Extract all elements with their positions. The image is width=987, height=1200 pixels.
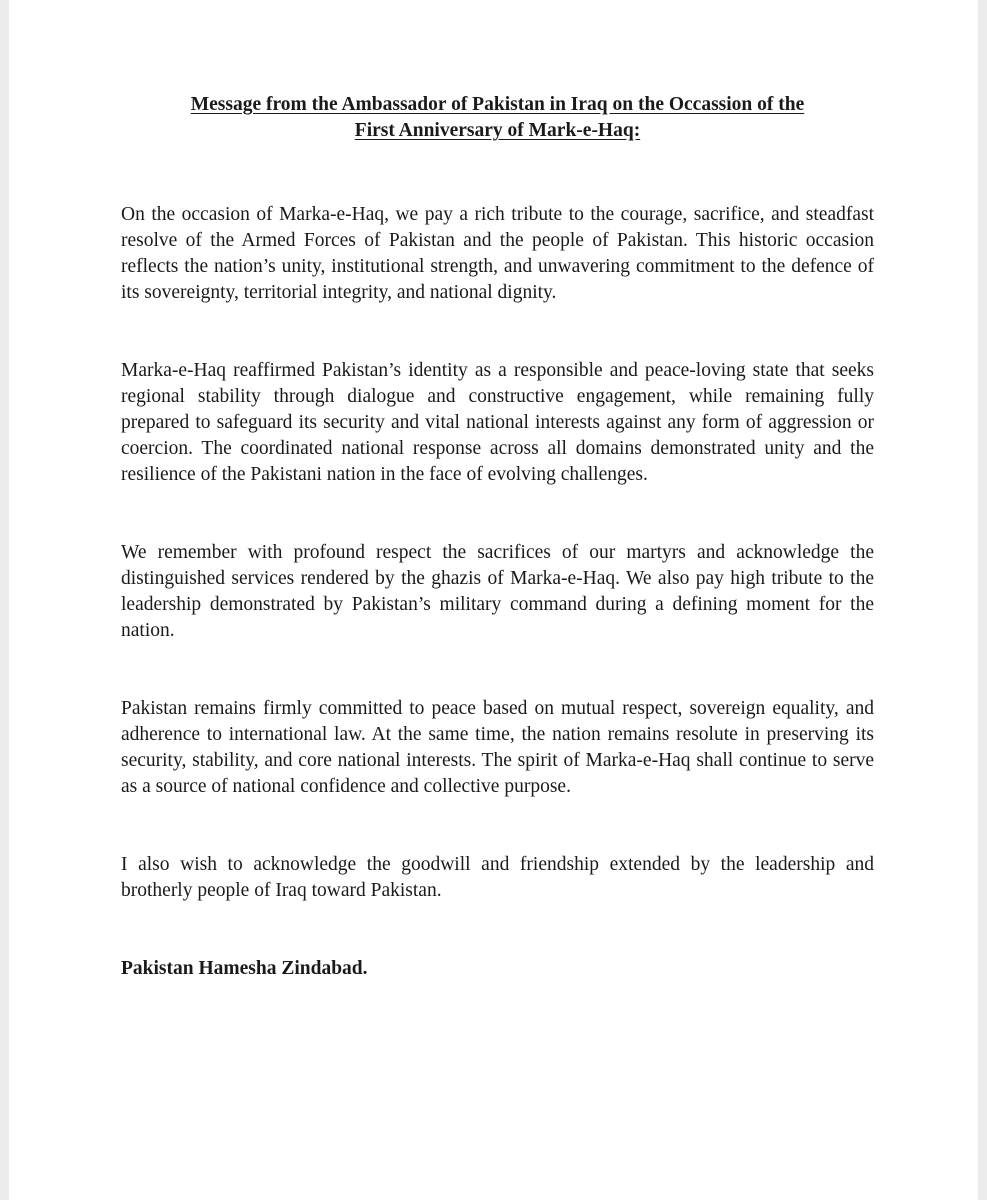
document-page: [9, 0, 978, 1200]
paragraph-3: We remember with profound respect the sacrifices of our martyrs and acknowledge the distinguished services rendered by the ghazis of Marka-e-Haq. We also pay high tribute to the leadership demonstrated by Pakistan’s military command during a defining moment for the nation.: [121, 542, 874, 641]
closing-line: Pakistan Hamesha Zindabad.: [121, 958, 368, 979]
paragraph-2: Marka-e-Haq reaffirmed Pakistan’s identity as a responsible and peace-loving state that seeks regional stability through dialogue and constructive engagement, while remaining fully prepared to safeguard its security and vital national interests against any form of aggression or coercion. The coordinated national response across all domains demonstrated unity and the resilience of the Pakistani nation in the face of evolving challenges.: [121, 360, 874, 485]
paragraph-5: I also wish to acknowledge the goodwill and friendship extended by the leadership and brotherly people of Iraq toward Pakistan.: [121, 854, 874, 901]
document-title: [121, 92, 874, 144]
paragraph-1: On the occasion of Marka-e-Haq, we pay a rich tribute to the courage, sacrifice, and steadfast resolve of the Armed Forces of Pakistan and the people of Pakistan. This historic occasion reflects the nation’s unity, institutional strength, and unwavering commitment to the defence of its sovereignty, territorial integrity, and national dignity.: [121, 204, 874, 303]
document-body: [121, 92, 874, 982]
title-line-2: First Anniversary of Mark-e-Haq:: [354, 120, 641, 141]
title-line-1: Message from the Ambassador of Pakistan in Iraq on the Occassion of the: [190, 94, 805, 115]
paragraph-4: Pakistan remains firmly committed to peace based on mutual respect, sovereign equality, and adherence to international law. At the same time, the nation remains resolute in preserving its security, stability, and core national interests. The spirit of Marka-e-Haq shall continue to serve as a source of national confidence and collective purpose.: [121, 698, 874, 797]
